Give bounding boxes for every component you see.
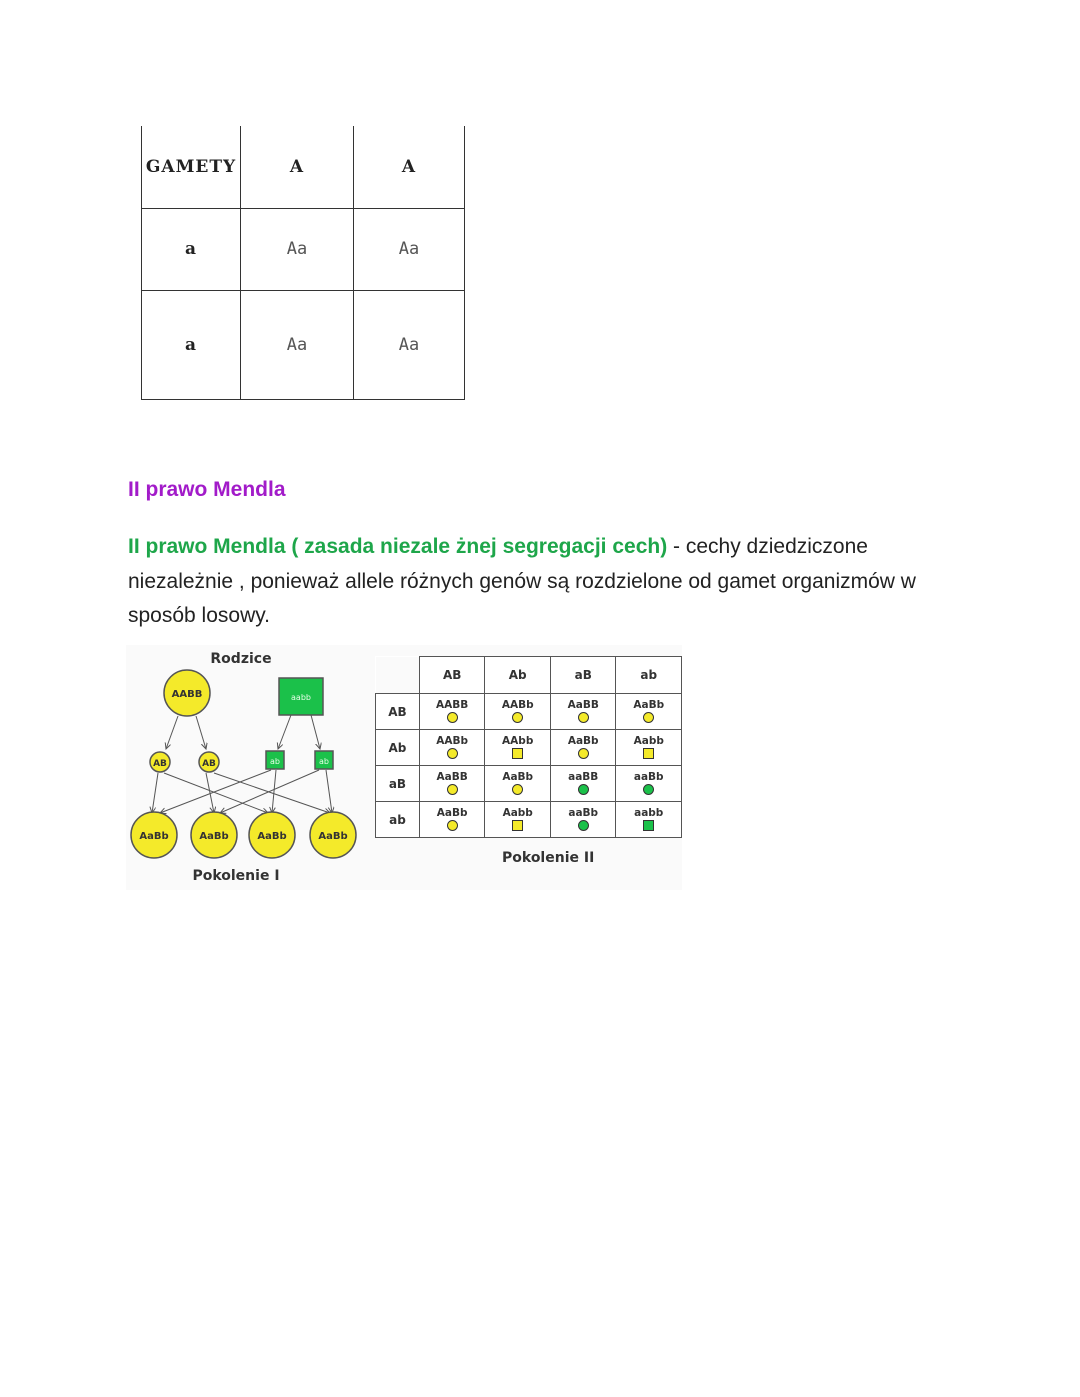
parents-label: Rodzice: [210, 651, 272, 667]
genotype-cell: [485, 694, 551, 730]
generation2-label: Pokolenie II: [502, 850, 595, 866]
phenotype-green-circle-icon: [643, 784, 654, 795]
column-header: A: [241, 126, 354, 208]
genotype-cell: [616, 730, 682, 766]
parent1-label: AABB: [171, 689, 203, 700]
genotype-cell: [485, 802, 551, 838]
gamete-label: AB: [153, 759, 167, 769]
offspring-label: AaBb: [318, 831, 348, 842]
genotype-cell: [419, 730, 485, 766]
genotype-label: AaBB: [567, 699, 599, 711]
parent2-label: aabb: [291, 693, 311, 702]
dihybrid-cross-figure: [126, 645, 682, 890]
genotype-cell: Aa: [354, 208, 465, 290]
row-header: AB: [376, 694, 420, 730]
genotype-cell: [419, 766, 485, 802]
phenotype-green-circle-icon: [578, 820, 589, 831]
phenotype-yellow-square-icon: [512, 748, 523, 759]
genotype-cell: [616, 694, 682, 730]
gamete-label: ab: [319, 757, 329, 766]
column-header: AB: [419, 657, 485, 694]
phenotype-green-square-icon: [643, 820, 654, 831]
genotype-cell: Aa: [241, 290, 354, 399]
phenotype-yellow-circle-icon: [643, 712, 654, 723]
phenotype-yellow-square-icon: [643, 748, 654, 759]
genotype-label: AABb: [436, 735, 469, 747]
phenotype-yellow-circle-icon: [447, 712, 458, 723]
phenotype-yellow-circle-icon: [512, 784, 523, 795]
gamety-header: GAMETY: [142, 126, 241, 208]
genotype-label: AaBb: [633, 699, 665, 711]
genotype-cell: [550, 694, 616, 730]
offspring-label: AaBb: [139, 831, 169, 842]
corner-cell: [376, 657, 420, 694]
phenotype-yellow-circle-icon: [512, 712, 523, 723]
section-paragraph: [128, 530, 958, 634]
row-header: ab: [376, 802, 420, 838]
phenotype-yellow-circle-icon: [578, 748, 589, 759]
genotype-cell: [485, 730, 551, 766]
genotype-label: Aabb: [502, 807, 533, 819]
genotype-cell: [550, 730, 616, 766]
generation1-label: Pokolenie I: [192, 868, 280, 884]
genotype-label: AaBb: [436, 807, 468, 819]
genotype-label: Aabb: [633, 735, 664, 747]
genotype-cell: [485, 766, 551, 802]
genotype-label: aaBb: [568, 807, 599, 819]
gamete-offspring-arrows: [152, 770, 332, 813]
punnett-square-monohybrid: [141, 126, 465, 400]
genotype-cell: [616, 802, 682, 838]
column-header: A: [354, 126, 465, 208]
genotype-cell: [419, 802, 485, 838]
column-header: Ab: [485, 657, 551, 694]
row-header: a: [142, 290, 241, 399]
genotype-cell: [616, 766, 682, 802]
genotype-label: aaBb: [633, 771, 664, 783]
row-header: aB: [376, 766, 420, 802]
genotype-label: AaBb: [567, 735, 599, 747]
paragraph-highlight: II prawo Mendla ( zasada niezale żnej segregacji cech): [128, 535, 668, 558]
row-header: a: [142, 208, 241, 290]
gamete-label: AB: [202, 759, 216, 769]
offspring-label: AaBb: [257, 831, 287, 842]
genotype-cell: [550, 766, 616, 802]
genotype-label: AABB: [436, 699, 469, 711]
paragraph-text: - cechy dziedziczone niezależnie , ponieważ allele różnych genów są rozdzielone od gamet organizmów w sposób losowy.: [128, 535, 916, 627]
phenotype-yellow-circle-icon: [447, 820, 458, 831]
genotype-label: AABb: [501, 699, 534, 711]
phenotype-green-circle-icon: [578, 784, 589, 795]
phenotype-yellow-circle-icon: [578, 712, 589, 723]
genotype-label: aabb: [634, 807, 664, 819]
section-heading: II prawo Mendla: [128, 478, 286, 501]
column-header: ab: [616, 657, 682, 694]
parent-gamete-arrows: [166, 715, 320, 749]
row-header: Ab: [376, 730, 420, 766]
genotype-label: AAbb: [502, 735, 534, 747]
punnett-square-dihybrid: [375, 656, 682, 838]
offspring-label: AaBb: [199, 831, 229, 842]
phenotype-yellow-circle-icon: [447, 784, 458, 795]
genotype-label: AaBB: [436, 771, 468, 783]
genotype-cell: Aa: [354, 290, 465, 399]
phenotype-yellow-square-icon: [512, 820, 523, 831]
genotype-label: aaBB: [568, 771, 599, 783]
gamete-label: ab: [270, 757, 280, 766]
genotype-cell: [550, 802, 616, 838]
column-header: aB: [550, 657, 616, 694]
genotype-cell: [419, 694, 485, 730]
phenotype-yellow-circle-icon: [447, 748, 458, 759]
genotype-cell: Aa: [241, 208, 354, 290]
genotype-label: AaBb: [502, 771, 534, 783]
